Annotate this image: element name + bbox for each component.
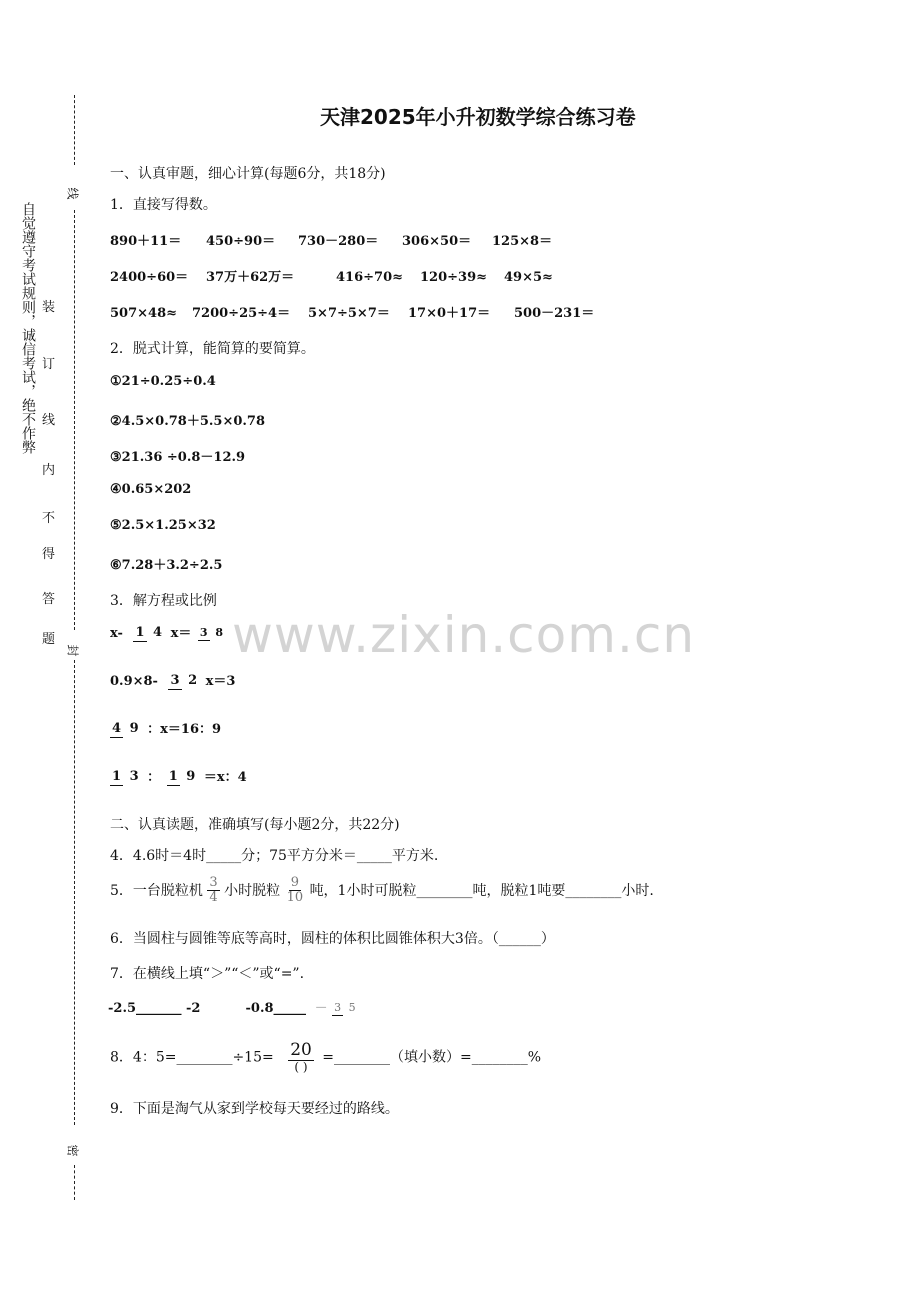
binding-label-xian: 线 bbox=[65, 187, 80, 200]
equation-text: ：x＝16：9 bbox=[147, 722, 222, 737]
equation-text: ： bbox=[147, 770, 161, 785]
calc-item: 2400÷60＝ bbox=[110, 270, 189, 285]
numerator: 3 bbox=[170, 673, 180, 689]
question-9: 9．下面是淘气从家到学校每天要经过的路线。 bbox=[110, 1101, 399, 1117]
numerator: 1 bbox=[112, 769, 122, 785]
question-5 bbox=[110, 876, 654, 906]
fraction bbox=[167, 769, 198, 785]
section-2-heading: 二、认真读题，准确填写(每小题2分，共22分) bbox=[110, 817, 400, 833]
binding-note-char: 线 bbox=[42, 413, 56, 428]
expression-item: ⑤2.5×1.25×32 bbox=[110, 518, 216, 533]
question-6: 6．当圆柱与圆锥等底等高时，圆柱的体积比圆锥体积大3倍。（______） bbox=[110, 931, 555, 947]
question-text: =________（填小数）=________% bbox=[322, 1049, 542, 1066]
question-text: 5．一台脱粒机 bbox=[110, 882, 203, 899]
question-1-label: 1．直接写得数。 bbox=[110, 197, 217, 213]
binding-label-mi: 密 bbox=[65, 1144, 80, 1157]
calc-item: 125×8＝ bbox=[492, 234, 553, 249]
binding-dashed-line bbox=[74, 660, 75, 1125]
numerator: 3 bbox=[334, 1001, 342, 1015]
binding-note-char: 装 bbox=[42, 300, 56, 315]
fraction bbox=[207, 876, 219, 906]
binding-note-char: 题 bbox=[42, 632, 56, 647]
binding-note-char: 内 bbox=[42, 463, 56, 478]
calc-item: 17×0＋17＝ bbox=[408, 306, 491, 321]
equation-text: x＝3 bbox=[205, 674, 236, 689]
calc-item: 120÷39≈ bbox=[420, 270, 488, 285]
calc-item: 416÷70≈ bbox=[336, 270, 404, 285]
numerator: 3 bbox=[199, 626, 208, 640]
binding-dashed-line bbox=[74, 95, 75, 165]
denominator: ( ) bbox=[294, 1059, 308, 1074]
calc-row bbox=[110, 230, 552, 249]
question-text: 小时脱粒 bbox=[224, 882, 281, 899]
numerator: 3 bbox=[209, 875, 218, 890]
calc-item: 306×50＝ bbox=[402, 234, 472, 249]
fraction bbox=[285, 876, 306, 906]
binding-note-char: 答 bbox=[42, 592, 56, 607]
calc-item: 507×48≈ bbox=[110, 306, 178, 321]
denominator: 10 bbox=[286, 890, 304, 906]
denominator: 2 bbox=[188, 673, 198, 689]
fraction bbox=[110, 769, 141, 785]
page-title: 天津2025年小升初数学综合练习卷 bbox=[320, 105, 636, 129]
question-8 bbox=[110, 1041, 541, 1074]
equation-text: x＝ bbox=[170, 626, 192, 641]
calc-item: 450÷90＝ bbox=[206, 234, 276, 249]
expression-item: ③21.36 ÷0.8－12.9 bbox=[110, 450, 246, 465]
numerator: 20 bbox=[290, 1040, 312, 1060]
denominator: 5 bbox=[348, 1001, 356, 1015]
expression-item: ④0.65×202 bbox=[110, 482, 192, 497]
fraction bbox=[332, 1001, 358, 1015]
numerator: 1 bbox=[168, 769, 178, 785]
watermark: www.zixin.com.cn bbox=[232, 606, 696, 664]
calc-row bbox=[110, 266, 553, 285]
section-1-heading: 一、认真审题，细心计算(每题6分，共18分) bbox=[110, 166, 386, 182]
expression-item: ①21÷0.25÷0.4 bbox=[110, 374, 216, 389]
denominator: 3 bbox=[129, 769, 139, 785]
numerator: 9 bbox=[290, 875, 299, 890]
equation-text: ＝x：4 bbox=[203, 770, 247, 785]
question-text: 8．4：5=________÷15= bbox=[110, 1049, 274, 1066]
honor-statement: 自觉遵守考试规则，诚信考试，绝不作弊 bbox=[20, 202, 36, 454]
equation-2 bbox=[110, 670, 235, 690]
question-text: 吨，1小时可脱粒________吨，脱粒1吨要________小时. bbox=[309, 882, 654, 899]
fraction bbox=[288, 1041, 314, 1074]
binding-label-feng: 封 bbox=[65, 644, 80, 657]
comparison-item: -0.8_____ bbox=[245, 1001, 307, 1016]
calc-item: 49×5≈ bbox=[504, 270, 553, 285]
expression-item: ②4.5×0.78＋5.5×0.78 bbox=[110, 414, 265, 429]
denominator: 9 bbox=[186, 769, 196, 785]
comparison-item: -2.5_______ -2 bbox=[108, 1001, 201, 1016]
question-4: 4．4.6时＝4时_____分；75平方分米＝_____平方米. bbox=[110, 848, 439, 864]
expression-item: ⑥7.28＋3.2÷2.5 bbox=[110, 558, 223, 573]
denominator: 4 bbox=[209, 890, 218, 906]
equation-4 bbox=[108, 766, 247, 786]
denominator: 4 bbox=[153, 625, 163, 641]
numerator: 4 bbox=[112, 721, 122, 737]
fraction bbox=[168, 673, 199, 689]
denominator: 8 bbox=[215, 626, 224, 640]
calc-item: 890＋11＝ bbox=[110, 234, 182, 249]
denominator: 9 bbox=[129, 721, 139, 737]
fraction bbox=[133, 625, 164, 641]
question-7-comparisons bbox=[108, 997, 358, 1016]
calc-row bbox=[110, 302, 594, 321]
question-7-label: 7．在横线上填“＞”“＜”或“=”. bbox=[110, 966, 305, 982]
question-3-label: 3．解方程或比例 bbox=[110, 593, 217, 609]
binding-dashed-line bbox=[74, 210, 75, 630]
question-2-label: 2．脱式计算，能简算的要简算。 bbox=[110, 341, 315, 357]
equation-3 bbox=[108, 718, 221, 738]
binding-note-char: 订 bbox=[42, 357, 56, 372]
calc-item: 7200÷25÷4＝ bbox=[192, 306, 291, 321]
equation-text: 0.9×8- bbox=[110, 674, 158, 689]
equation-1 bbox=[110, 622, 227, 642]
calc-item: 730－280＝ bbox=[298, 234, 379, 249]
negative-sign: － bbox=[314, 1001, 328, 1016]
binding-note-char: 不 bbox=[42, 511, 56, 526]
binding-dashed-line bbox=[74, 1165, 75, 1200]
calc-item: 500－231＝ bbox=[514, 306, 595, 321]
fraction bbox=[198, 626, 225, 640]
calc-item: 5×7÷5×7＝ bbox=[308, 306, 390, 321]
equation-text: x- bbox=[110, 626, 123, 641]
numerator: 1 bbox=[135, 625, 145, 641]
calc-item: 37万＋62万＝ bbox=[206, 270, 295, 285]
fraction bbox=[110, 721, 141, 737]
binding-note-char: 得 bbox=[42, 547, 56, 562]
